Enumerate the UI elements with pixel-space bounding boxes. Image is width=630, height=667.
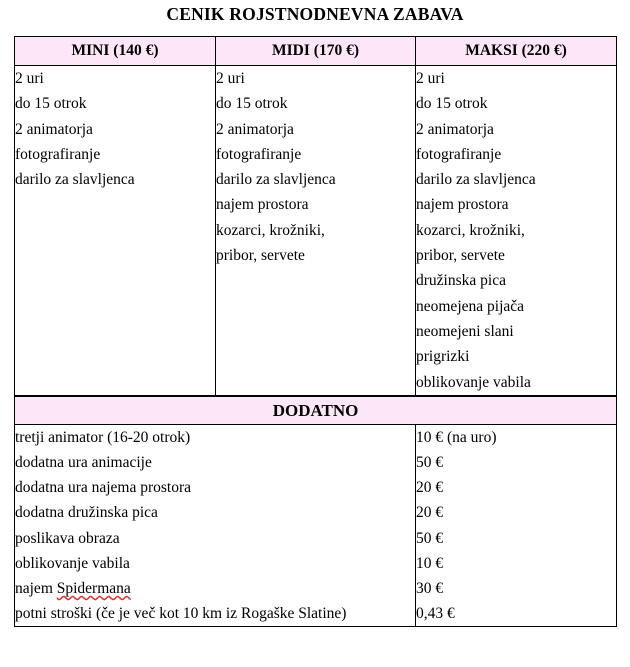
feature-list [416,66,616,395]
feature-item: prigrizki [416,348,470,366]
feature-item: 2 animatorja [216,120,294,138]
packages-header-row [15,37,617,66]
feature-item: darilo za slavljenca [216,171,336,189]
feature-item: 2 animatorja [416,120,494,138]
feature-list [216,66,415,268]
packages-features-row [15,66,617,396]
feature-list [15,66,215,192]
extras-item-price: 0,43 € [416,605,455,623]
extras-item-label: dodatna ura animacije [15,454,152,472]
feature-item: 2 animatorja [15,120,93,138]
feature-item: kozarci, krožniki, [216,221,325,239]
extras-item-label: tretji animator (16-20 otrok) [15,428,191,446]
packages-table [14,36,617,396]
feature-item: fotografiranje [15,145,101,163]
extras-item-label: potni stroški (če je več kot 10 km iz Rogaške Slatine) [15,605,347,623]
package-header-maksi: MAKSI (220 €) [416,37,617,66]
extras-body-row [15,424,617,627]
extras-item-price: 20 € [416,479,444,497]
package-header-mini: MINI (140 €) [15,37,216,66]
extras-item-label: dodatna ura najema prostora [15,479,192,497]
feature-item: 2 uri [416,70,445,87]
package-features-mini [15,66,216,396]
package-header-midi: MIDI (170 €) [216,37,416,66]
feature-item: pribor, servete [216,247,305,265]
feature-item: darilo za slavljenca [15,171,135,189]
feature-item: fotografiranje [216,145,302,163]
extras-table [14,396,617,628]
feature-item: pribor, servete [416,247,505,265]
package-features-maksi [416,66,617,396]
feature-item: 2 uri [15,70,44,87]
extras-section-header-row [15,396,617,424]
feature-item: do 15 otrok [216,95,288,113]
feature-item: 2 uri [216,70,245,87]
extras-item-label: najem Spidermana [15,580,131,598]
feature-item: najem prostora [216,196,309,214]
extras-item-price: 20 € [416,504,444,522]
extras-item-price: 50 € [416,454,444,472]
extras-item-label: dodatna družinska pica [15,504,158,522]
feature-item: fotografiranje [416,145,502,163]
feature-item: do 15 otrok [416,95,488,113]
extras-item-price: 10 € [416,554,444,572]
extras-item-price: 30 € [416,580,444,598]
extras-item-price: 10 € (na uro) [416,428,497,446]
feature-item: oblikovanje vabila [416,373,531,391]
feature-item: darilo za slavljenca [416,171,536,189]
pricing-tables-container [14,36,616,627]
feature-item: najem prostora [416,196,509,214]
feature-item: družinska pica [416,272,506,290]
package-features-midi [216,66,416,396]
extras-price-list [416,425,616,627]
extras-item-label: poslikava obraza [15,529,120,547]
feature-item: neomejena pijača [416,297,525,315]
page-title: CENIK ROJSTNODNEVNA ZABAVA [166,4,464,24]
extras-label-list [15,425,415,627]
extras-item-label: oblikovanje vabila [15,554,130,572]
extras-labels-cell [15,424,416,627]
spellcheck-flagged-word: Spidermana [56,580,131,598]
feature-item: do 15 otrok [15,95,87,113]
extras-section-heading: DODATNO [15,396,617,424]
extras-item-price: 50 € [416,529,444,547]
feature-item: kozarci, krožniki, [416,221,525,239]
extras-prices-cell [416,424,617,627]
feature-item: neomejeni slani [416,322,514,340]
